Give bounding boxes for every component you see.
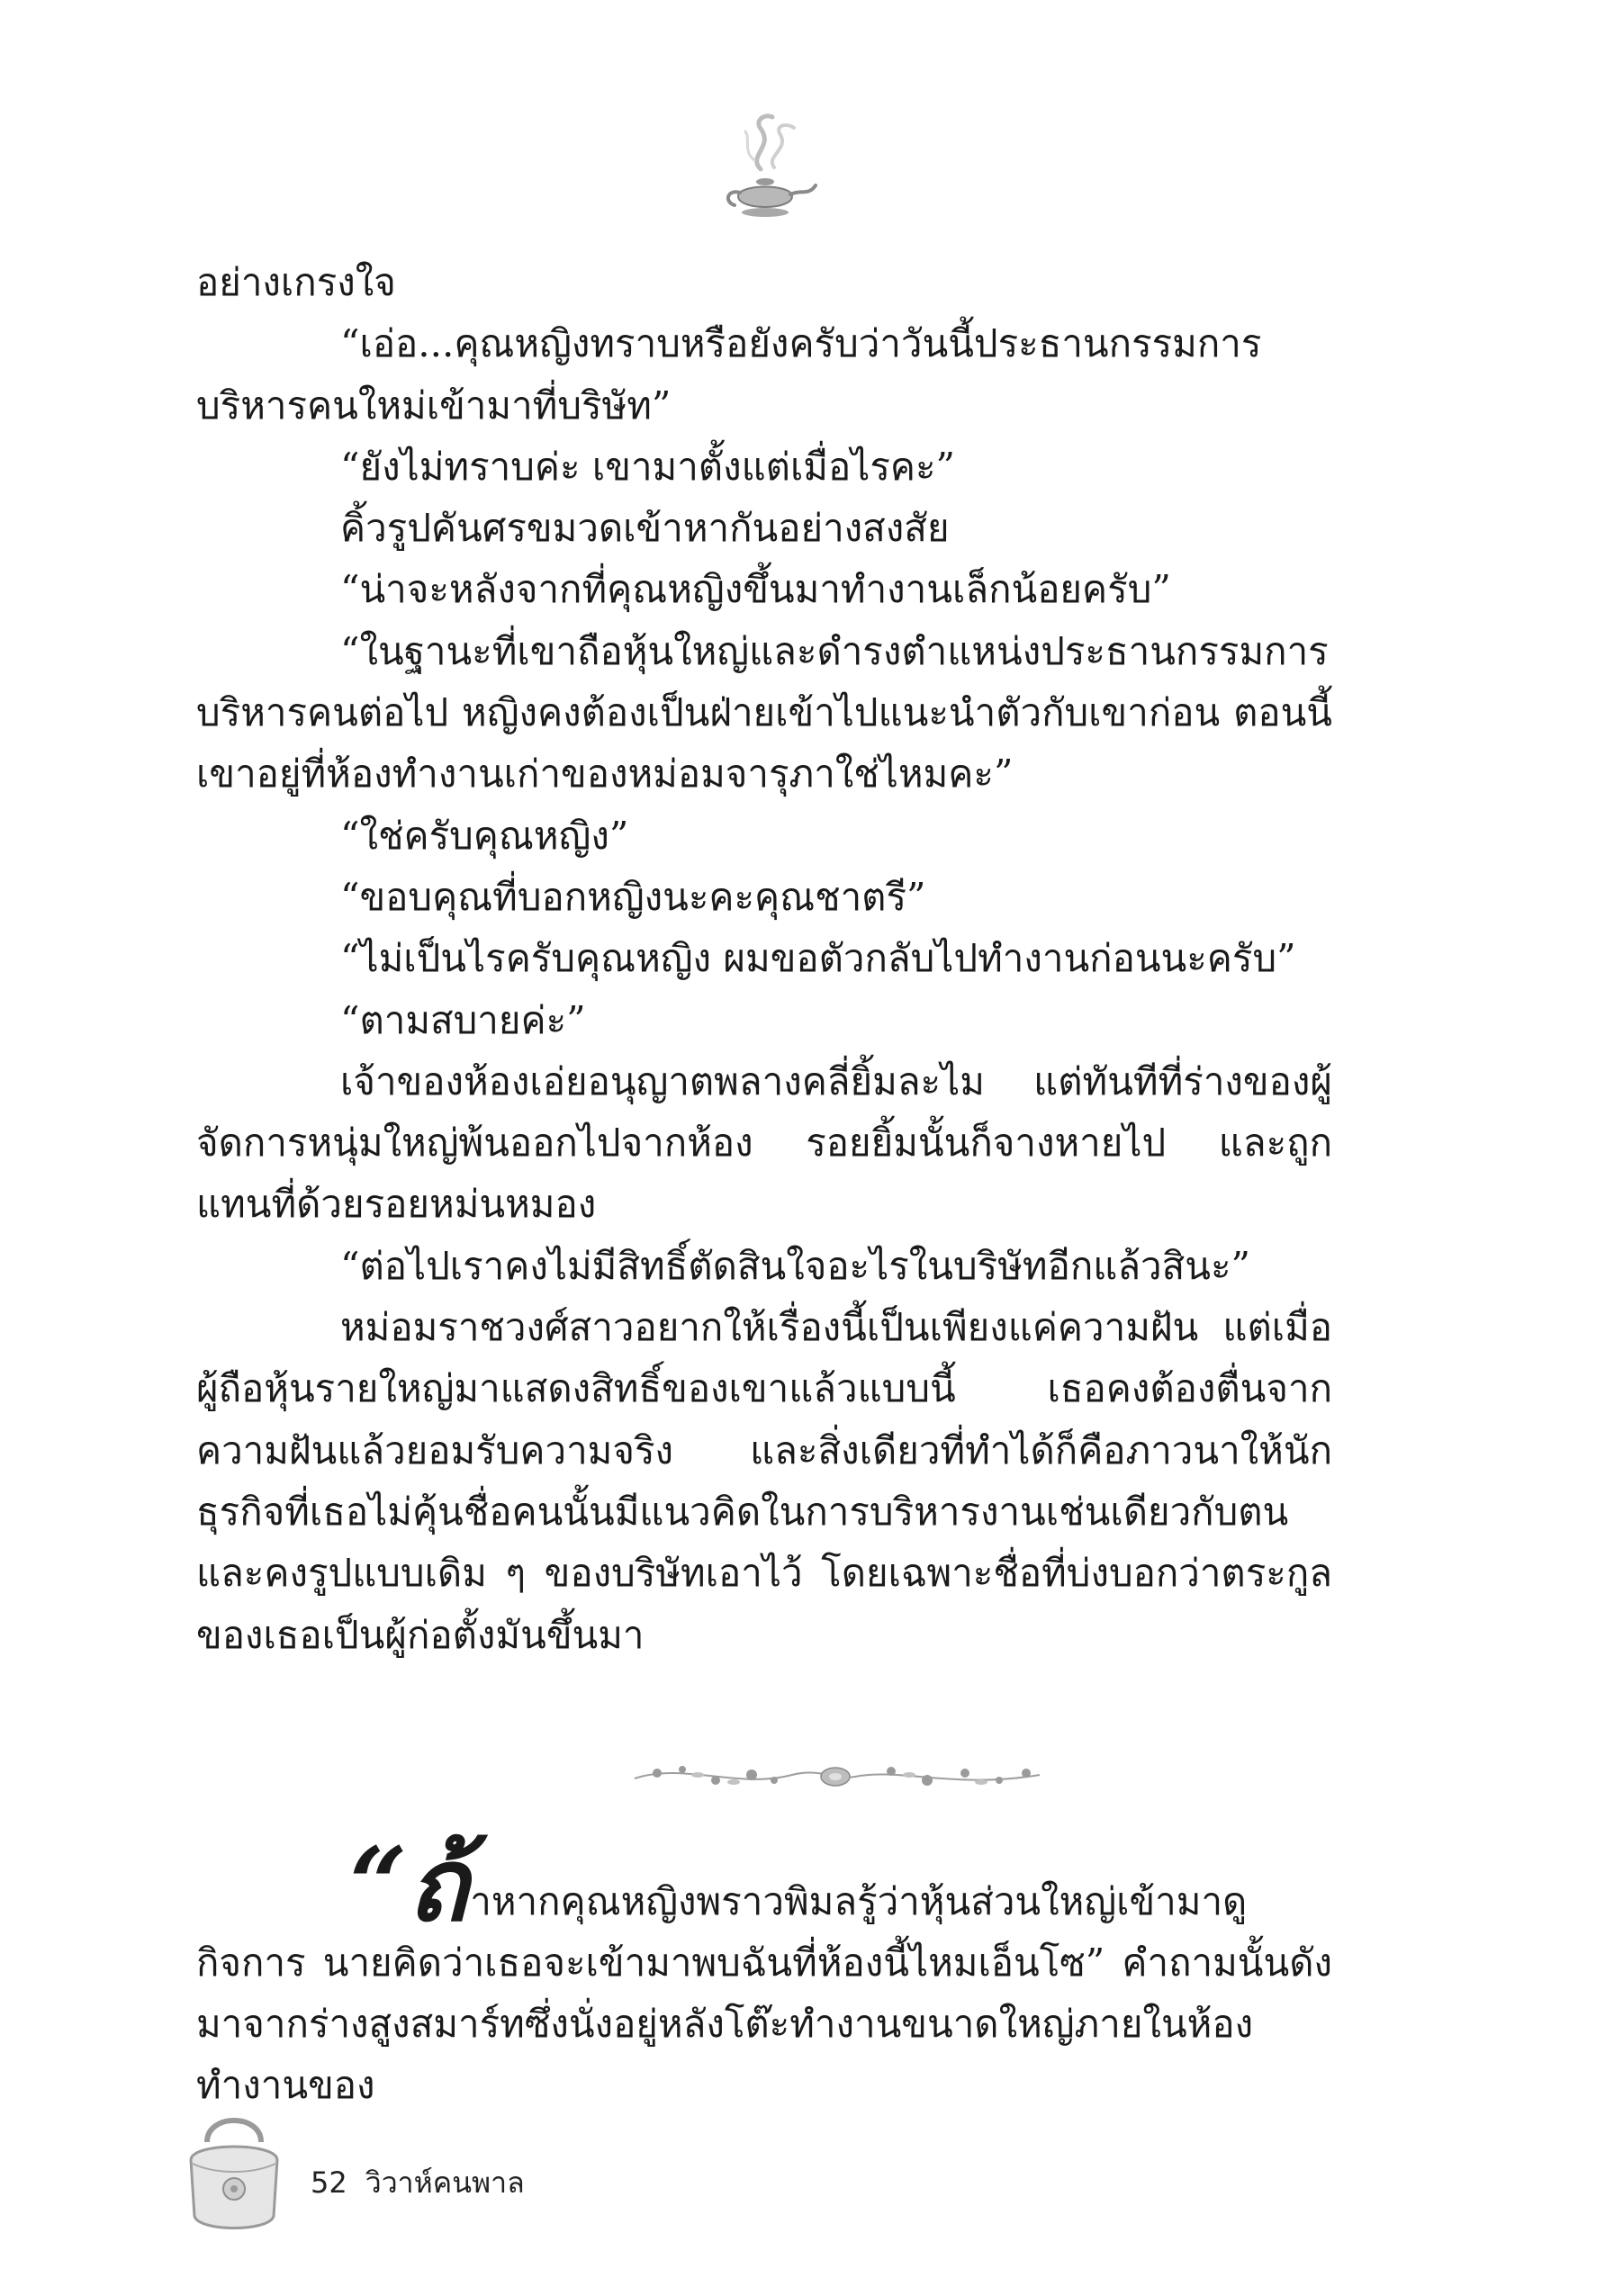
handbag-icon — [180, 2106, 288, 2241]
footer-text — [311, 2160, 543, 2206]
paragraph: “ในฐานะที่เขาถือหุ้นใหญ่และดำรงตำแหน่งประธานกรรมการบริหารคนต่อไป หญิงคงต้องเป็นฝ่ายเข้าไปแนะนำตัวกับเขาก่อน ตอนนี้เขาอยู่ที่ห้องทำงานเก่าของหม่อมจารุภาใช่ไหมคะ” — [196, 628, 1332, 797]
page-number: 52 — [311, 2165, 347, 2200]
paragraph: “ขอบคุณที่บอกหญิงนะคะคุณชาตรี” — [340, 874, 926, 919]
drop-cap: “ถ้ — [349, 1826, 469, 1944]
chapter-text — [196, 1818, 1332, 2116]
teapot-ornament-icon — [711, 106, 819, 232]
book-title: วิวาห์คนพาล — [365, 2165, 525, 2200]
page-footer — [180, 2106, 720, 2250]
paragraph: เจ้าของห้องเอ่ยอนุญาตพลางคลี่ยิ้มละไม แต่ทันทีที่ร่างของผู้จัดการหนุ่มใหญ่พ้นออกไปจากห้อง รอยยิ้มนั้นก็จางหายไป และถูกแทนที่ด้วยรอยหม่นหมอง — [196, 1058, 1332, 1227]
dropcap-paragraph — [196, 1818, 1332, 2116]
paragraph: “เอ่อ...คุณหญิงทราบหรือยังครับว่าวันนี้ประธานกรรมการบริหารคนใหม่เข้ามาที่บริษัท” — [196, 321, 1262, 428]
paragraph: คิ้วรูปคันศรขมวดเข้าหากันอย่างสงสัย — [340, 506, 950, 551]
paragraph: “ไม่เป็นไรครับคุณหญิง ผมขอตัวกลับไปทำงานก่อนนะครับ” — [340, 936, 1296, 981]
paragraph: หม่อมราชวงศ์สาวอยากให้เรื่องนี้เป็นเพียงแค่ความฝัน แต่เมื่อผู้ถือหุ้นรายใหญ่มาแสดงสิทธิ์ของเขาแล้วแบบนี้ เธอคงต้องตื่นจากความฝันแล้วยอมรับความจริง และสิ่งเดียวที่ทำได้ก็คือภาวนาให้นักธุรกิจที่เธอไม่คุ้นชื่อคนนั้นมีแนวคิดในการบริหารงานเช่นเดียวกับตน และคงรูปแบบเดิม ๆ ของบริษัทเอาไว้ โดยเฉพาะชื่อที่บ่งบอกว่าตระกูลของเธอเป็นผู้ก่อตั้งมันขึ้นมา — [196, 1305, 1332, 1657]
paragraph: “ยังไม่ทราบค่ะ เขามาตั้งแต่เมื่อไรคะ” — [340, 444, 956, 489]
paragraph: “ใช่ครับคุณหญิง” — [340, 813, 629, 858]
dropcap-paragraph-text: าหากคุณหญิงพราวพิมลรู้ว่าหุ้นส่วนใหญ่เข้ามาดูกิจการ นายคิดว่าเธอจะเข้ามาพบฉันที่ห้องนี้ไหมเอ็นโซ” คำถามนั้นดังมาจากร่างสูงสมาร์ทซึ่งนั่งอยู่หลังโต๊ะทำงานขนาดใหญ่ภายในห้องทำงานของ — [196, 1879, 1332, 2107]
paragraph: “น่าจะหลังจากที่คุณหญิงขึ้นมาทำงานเล็กน้อยครับ” — [340, 567, 1171, 612]
body-text — [196, 252, 1332, 1666]
floral-divider-icon — [630, 1753, 1044, 1798]
paragraph: “ตามสบายค่ะ” — [340, 997, 586, 1042]
paragraph: “ต่อไปเราคงไม่มีสิทธิ์ตัดสินใจอะไรในบริษัทอีกแล้วสินะ” — [340, 1243, 1251, 1288]
paragraph: อย่างเกรงใจ — [196, 260, 396, 304]
